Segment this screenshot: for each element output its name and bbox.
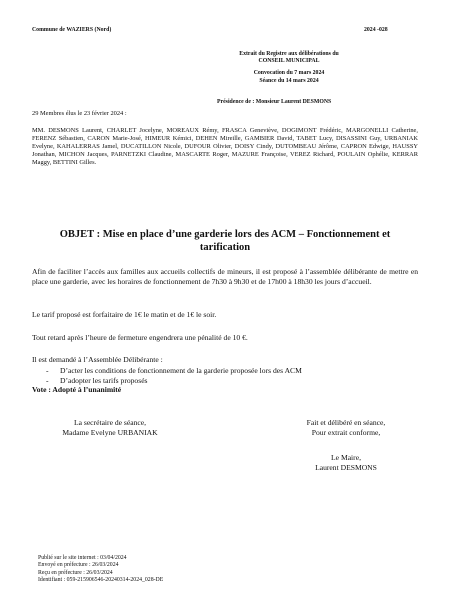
paragraph-demande: Il est demandé à l’Assemblée Délibérante : bbox=[32, 355, 163, 364]
commune-name: Commune de WAZIERS (Nord) bbox=[32, 27, 112, 33]
objet-line-1: OBJET : Mise en place d’une garderie lors des ACM – Fonctionnement et bbox=[59, 229, 391, 240]
certification-block bbox=[289, 418, 403, 438]
transmission-footer bbox=[38, 555, 163, 585]
decision-list bbox=[46, 366, 416, 386]
extract-block bbox=[200, 51, 378, 91]
secretary-signature bbox=[44, 418, 176, 438]
objet-line-2: tarification bbox=[199, 242, 251, 253]
publication-date: Publié sur le site internet : 03/04/2024 bbox=[38, 555, 127, 561]
secretary-name: Madame Evelyne URBANIAK bbox=[62, 428, 158, 437]
presidence: Présidence de : Monsieur Laurent DESMONS bbox=[217, 99, 332, 105]
paragraph-penalite: Tout retard après l’heure de fermeture engendrera une pénalité de 10 €. bbox=[32, 333, 248, 342]
received-date: Reçu en préfecture : 26/03/2024 bbox=[38, 569, 113, 576]
mayor-name: Laurent DESMONS bbox=[315, 463, 377, 472]
mayor-title: Le Maire, bbox=[331, 453, 361, 462]
members-count: 29 Membres élus le 23 février 2024 : bbox=[32, 110, 127, 117]
act-identifier: Identifiant : 059-215906546-20240314-2024_028-DE bbox=[38, 577, 164, 584]
members-list: MM. DESMONS Laurent, CHARLET Jocelyne, MOREAUX Rémy, FRASCA Geneviève, DOGIMONT Frédéric, MARGONELLI Catherine, FERENZ Sébastien, CARON Marie-José, HIMEUR Kémici, DEHEN Mireille, GAMBIER David, TABET Lucy, DISASSINI Guy, URBANIAK Evelyne, KAHALERRAS Jamel, DUCATILLON Nicole, DUFOUR Olivier, DOISY Cindy, DUTOMBEAU Jérôme, CAPRON Edwige, HAUSSY Jonathan, MICHON Jacques, PARNETZKI Claudine, MASCARTE Roger, MAZURE Françoise, VEREZ Richard, POULAIN Ophélie, KERRAR Maggy, BETTINI Gilles. bbox=[32, 127, 418, 166]
sent-date: Envoyé en préfecture : 26/03/2024 bbox=[38, 562, 119, 569]
list-item: - D’adopter les tarifs proposés bbox=[46, 376, 416, 386]
extract-line-1: Extrait du Registre aux délibérations du bbox=[239, 51, 339, 57]
secretary-title: La secrétaire de séance, bbox=[73, 418, 147, 427]
list-item: - D’acter les conditions de fonctionnement de la garderie proposée lors des ACM bbox=[46, 366, 416, 376]
vote-result: Vote : Adopté à l’unanimité bbox=[32, 385, 122, 394]
deliberation-reference: 2024 -028 bbox=[364, 27, 388, 33]
convocation-date: Convocation du 7 mars 2024 bbox=[253, 70, 325, 77]
mayor-signature bbox=[298, 453, 394, 473]
certification-line-2: Pour extrait conforme, bbox=[311, 428, 381, 437]
objet-title bbox=[32, 228, 418, 254]
certification-line-1: Fait et délibéré en séance, bbox=[306, 418, 386, 427]
paragraph-tarif: Le tarif proposé est forfaitaire de 1€ le matin et de 1€ le soir. bbox=[32, 310, 217, 319]
paragraph-context: Afin de faciliter l’accès aux familles aux accueils collectifs de mineurs, il est proposé à l’assemblée délibérante de mettre en place une garderie, avec les horaires de fonctionnement de 7h30 à 9h30 et de 17h00 à 18h30 les jours d’accueil. bbox=[32, 267, 418, 286]
seance-date: Séance du 14 mars 2024 bbox=[259, 77, 319, 84]
extract-line-2: CONSEIL MUNICIPAL bbox=[258, 58, 320, 65]
